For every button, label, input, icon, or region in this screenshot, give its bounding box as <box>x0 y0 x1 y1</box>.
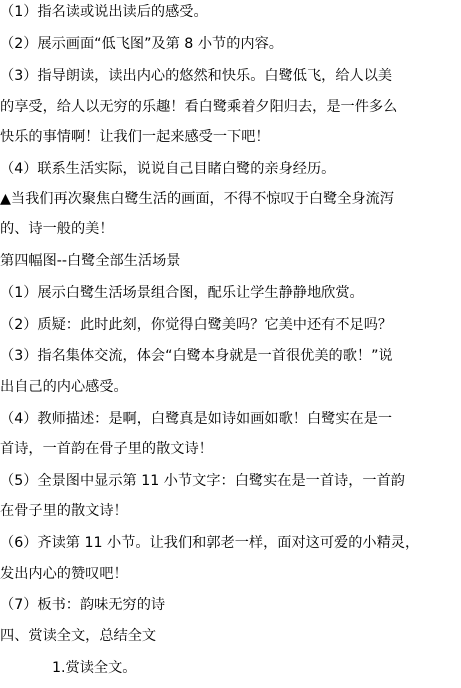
paragraph-line: 的享受，给人以无穷的乐趣！看白鹭乘着夕阳归去，是一件多么 <box>0 99 398 115</box>
paragraph-line: （5）全景图中显示第 11 小节文字：白鹭实在是一首诗，一首韵 <box>0 473 405 489</box>
paragraph-line: （1）指名读或说出读后的感受。 <box>0 4 208 20</box>
paragraph-line: 首诗，一首韵在骨子里的散文诗！ <box>0 441 213 457</box>
paragraph-line: 快乐的事情啊！让我们一起来感受一下吧！ <box>0 129 270 145</box>
section-heading: 第四幅图--白鹭全部生活场景 <box>0 253 181 269</box>
paragraph-line: （7）板书：韵味无穷的诗 <box>0 597 166 613</box>
paragraph-line: ▲当我们再次聚焦白鹭生活的画面，不得不惊叹于白鹭全身流泻 <box>0 191 394 207</box>
paragraph-line: （6）齐读第 11 小节。让我们和郭老一样，面对这可爱的小精灵， <box>0 535 420 551</box>
paragraph-line: （2）展示画面“低飞图”及第 8 小节的内容。 <box>0 36 283 52</box>
paragraph-line: （3）指名集体交流，体会“白鹭本身就是一首很优美的歌！”说 <box>0 348 393 364</box>
paragraph-line: （2）质疑：此时此刻，你觉得白鹭美吗？它美中还有不足吗？ <box>0 317 393 333</box>
paragraph-line: （4）联系生活实际，说说自己目睹白鹭的亲身经历。 <box>0 161 336 177</box>
paragraph-line: 出自己的内心感受。 <box>0 379 128 395</box>
paragraph-line: （1）展示白鹭生活场景组合图，配乐让学生静静地欣赏。 <box>0 285 364 301</box>
paragraph-line: 的、诗一般的美！ <box>0 221 114 237</box>
paragraph-line: 发出内心的赞叹吧！ <box>0 566 128 582</box>
paragraph-line: 在骨子里的散文诗！ <box>0 503 128 519</box>
section-heading: 四、赏读全文，总结全文 <box>0 628 157 644</box>
paragraph-line: 1.赏读全文。 <box>52 660 137 676</box>
paragraph-line: （3）指导朗读，读出内心的悠然和快乐。白鹭低飞，给人以美 <box>0 68 393 84</box>
paragraph-line: （4）教师描述：是啊，白鹭真是如诗如画如歌！白鹭实在是一 <box>0 411 393 427</box>
